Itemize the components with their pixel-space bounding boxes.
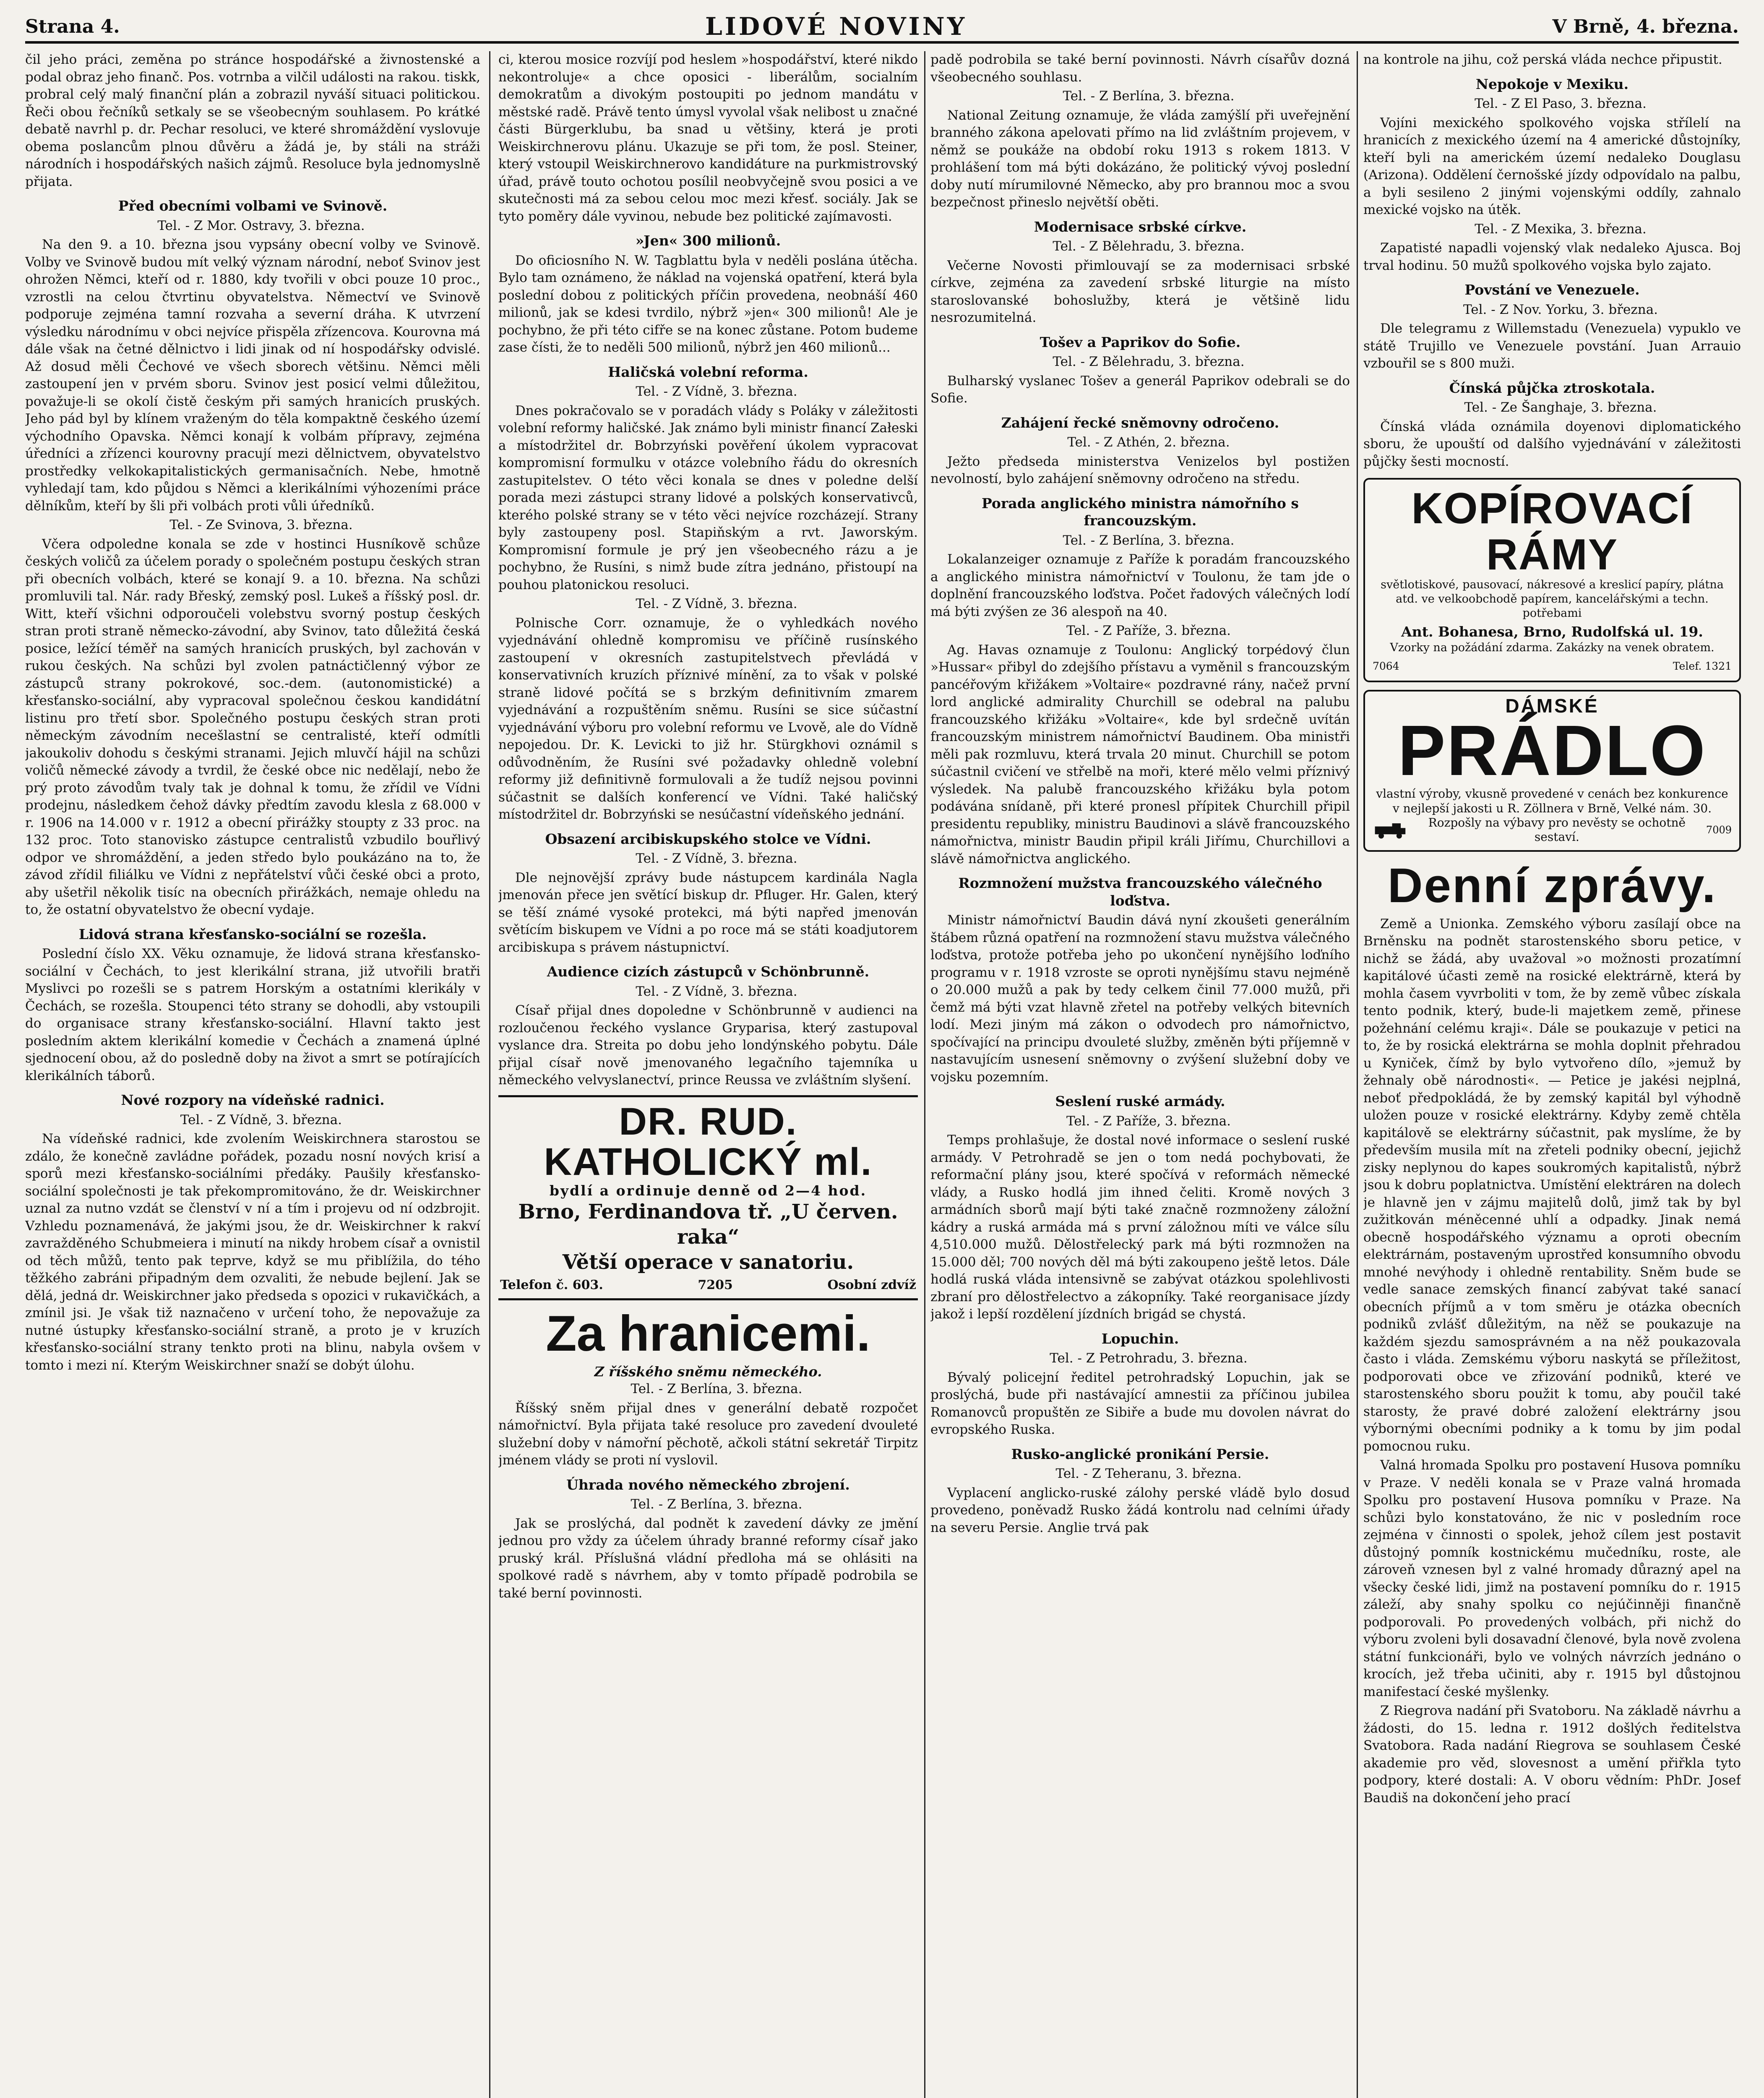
article-paragraph: čil jeho práci, zeměna po stránce hospodářské a živnostenské a podal obraz jeho finanč. Pos. votrnba a vilčil události na rakou. tiskk, probral celý malý finanční plán a zobrazil nyváší situaci politickou. Řeči obou řečníků setkaly se se všeobecným souhlasem. Po krátké debatě navrhl p. dr. Pechar resoluci, ve které shromáždění vyslovuje obema poslancům plnou důvěru a žádá je, by stáli na stráži národních i hospodářských našich zájmů. Resoluce byla jednomyslně přijata. (25, 52, 480, 189)
article-headline: Před obecními volbami ve Svinově. (118, 198, 388, 214)
article-headline: Porada anglického ministra námořního s francouzským. (982, 495, 1299, 529)
copying-frames-samples: Vzorky na požádání zdarma. Zakázky na venek obratem. (1390, 641, 1714, 654)
article-paragraph: Bulharský vyslanec Tošev a generál Paprikov odebrali se do Sofie. (930, 373, 1350, 406)
article-headline: Čínská půjčka ztroskotala. (1449, 379, 1655, 396)
article-headline: Lidová strana křesťansko-sociální se rozešla. (78, 926, 427, 942)
article-dateline: Tel. - Z Berlína, 3. března. (631, 1381, 803, 1396)
article-headline: Nové rozpory na vídeňské radnici. (121, 1092, 385, 1108)
doctor-name: DR. RUD. KATHOLICKÝ ml. (544, 1100, 873, 1183)
article-paragraph: Temps prohlašuje, že dostal nové informace o seslení ruské armády. V Petrohradě se jen o tom nedá pochybovati, že reformační plány jsou, které spočívá v reformách německé vlády, a Rusko hodlá jim ihned čeliti. Kromě nových 3 armádních sborů mají býti také značně rozmnoženy záložní kádry a ruská armáda má s první záložnou míti ve válce sílu 4,510.000 mužů. Dělostřelecký park má býti rozmnožen na 15.000 děl; 700 nových děl má býti zakoupeno ještě letos. Dále hodlá ruská vláda intensivně se zabývat otázkou spolehlivosti zbraní pro dělostřelectvo a zákopníky. Také reorganisace jízdy jakož i lepší rozdělení jízdních brigád se chystá. (930, 1133, 1350, 1322)
article-paragraph: Lokalanzeiger oznamuje z Paříže k poradám francouzského a anglického ministra námořnictví v Toulonu, že tam jde o doplnění francouzského loďstva. Počet řadových válečných lodí má býti zvýšen ze 36 alespoň na 40. (930, 552, 1350, 619)
article-paragraph: Do oficiosního N. W. Tagblattu byla v neděli poslána útěcha. Bylo tam oznámeno, že náklad na vojenská opatření, která byla poslední dobou z politických příčin provedena, neobnáší 460 milionů, jak se kdesi tvrdilo, nýbrž »jen« 300 milionů! Ale je pochybno, že při této cifře se na konec zůstane. Potom budeme zase čísti, že to neděli 500 milionů, nýbrž jen 460 milionů... (498, 253, 918, 355)
article-paragraph: National Zeitung oznamuje, že vláda zamýšlí při uveřejnění branného zákona apelovati přímo na lid zvláštním projevem, v němž se poukáže na období roku 1913 s rokem 1813. V prohlášení tom má býti dokázáno, že politický vývoj poslední doby nutí mírumilovné Německo, aby pro brannou moc a svou bezpečnost přineslo největší oběti. (930, 107, 1350, 210)
article-dateline: Tel. - Z Berlína, 3. března. (1063, 532, 1235, 548)
article-paragraph: Polnische Corr. oznamuje, že o vyhledkách nového vyjednávání ohledně kompromisu ve příčině rusínského zastoupení v okresních zastupitelstvech převládá v konservativních kruzích příznivé mínění, za to však v polské straně lidové počítá se s brzkým definitivním zmarem vyjednávání a rozpuštěním sněmu. Rusíni se sice súčastní vyjednávání výboru pro volební reformu ve Lvově, ale do Vídně nepojedou. Dr. K. Levicki to již hr. Stürgkhovi oznámil s odůvodněním, že Rusíni své požadavky ohledně volební reformy již definitivně formulovali a že tudíž nejsou povinni súčastnit se dalších konferencí ve Vídni. Také haličský místodržitel dr. Bobrzyński se nesúčastní vídeňského jednání. (498, 615, 918, 822)
copying-frames-description: světlotiskové, pausovací, nákresové a kreslicí papíry, plátna atd. ve velkoobchodě papírem, kancelářskými a techn. potřebami (1381, 578, 1724, 620)
doctor-address: Brno, Ferdinandova tř. „U červen. raka“ (518, 1200, 898, 1249)
column-2-articles (498, 51, 918, 1089)
article-headline: Rusko-anglické pronikání Persie. (1011, 1446, 1269, 1462)
copying-frames-footer (1373, 658, 1732, 675)
article-dateline: Tel. - Z Mor. Ostravy, 3. března. (157, 218, 365, 233)
article-dateline: Tel. - Z Vídně, 3. března. (180, 1112, 342, 1127)
article-dateline: Tel. - Ze Šanghaje, 3. března. (1464, 400, 1657, 415)
article-paragraph: Valná hromada Spolku pro postavení Husova pomníku v Praze. V neděli konala se v Praze valná hromada Spolku pro postavení Husova pomníku v Praze. Na schůzi bylo konstatováno, že nic v posledním roce zejména v činnosti o spolek, jehož cílem jest postavit důstojný pomník kostnickému mučedníku, roste, ale zároveň vznesen byl z valné hromady důrazný apel na všecky české lidi, jimž na postavení pomníku do r. 1915 záleží, aby snahy spolku co nejúčinněji finančně podporovali. Po provedených volbách, při nichž do výboru zvoleni byli dosavadní členové, byla nově zvolena státní funkcionáři, bylo ve volných návrzích jednáno o krocích, jež třeba učiniti, aby r. 1915 byl důstojnou manifestací české myšlenky. (1363, 1458, 1741, 1699)
article-paragraph: Zapatisté napadli vojenský vlak nedaleko Ajusca. Boj trval hodinu. 50 mužů spolkového vojska bylo zajato. (1363, 240, 1741, 273)
article-headline: »Jen« 300 milionů. (635, 232, 781, 249)
copying-frames-code: 7064 (1373, 660, 1399, 672)
article-paragraph: Ministr námořnictví Baudin dává nyní zkoušeti generálním štábem různá opatření na rozmnožení stavu mužstva válečného loďstva, protože potřeba jeho po ukončení nynějšího loďního programu v r. 1918 vzroste se oproti nynějšímu stavu nejméně o 20.000 mužů a pak by tedy celkem činil 77.000 mužů, při čemž má býti vzat hlavně zřetel na potřeby velkých bitevních lodí. Mezi jiným má zákon o odvodech pro námořnictvo, spočívající na principu dvouleté služby, změněn býti příjemně v nastavujícím usnesení sněmovny o zvýšení služební doby ve vojsku pozemním. (930, 913, 1350, 1085)
article-headline: Obsazení arcibiskupského stolce ve Vídni. (545, 830, 871, 847)
article-paragraph: Poslední číslo XX. Věku oznamuje, že lidová strana křesťansko-sociální v Čechách, to jest klerikální strana, již utvořili bratři Myslivci po rozešli se s patrem Horským a ostatními klerikály v Čechách, se rozešla. Stoupenci této strany se dohodli, aby vstoupili do organisace strany křesťansko-sociální. Hlavní takto jest posledním aktem klerikální komedie v Čechách a znamená úplné sjednocení obou, až do posledně doby na život a smrt se potírajících klerikálních táborů. (25, 946, 480, 1083)
column-rule (489, 51, 490, 2098)
article-dateline: Tel. - Z Berlína, 3. března. (631, 1497, 803, 1512)
doctor-ad-code: 7205 (698, 1278, 733, 1292)
copying-frames-heading: KOPÍROVACÍ RÁMY (1411, 484, 1693, 579)
article-dateline: Tel. - Z Paříže, 3. března. (1066, 623, 1231, 638)
lingerie-tag: DÁMSKÉ (1505, 695, 1599, 717)
article-dateline: Tel. - Z Athén, 2. března. (1067, 435, 1230, 450)
article-dateline: Tel. - Z Berlína, 3. března. (1063, 89, 1235, 104)
article-headline: Povstání ve Venezuele. (1464, 282, 1640, 298)
column-2 (498, 51, 918, 2098)
article-dateline: Tel. - Z Bělehradu, 3. března. (1053, 354, 1245, 369)
lingerie-delivery-text: Rozpošly na výbavy pro nevěsty se ochotně sestaví. (1428, 815, 1686, 844)
article-headline: Zahájení řecké sněmovny odročeno. (1001, 414, 1279, 431)
article-dateline: Tel. - Z Teheranu, 3. března. (1055, 1466, 1242, 1481)
masthead (25, 12, 1739, 44)
article-dateline: Tel. - Z Vídně, 3. března. (636, 851, 797, 866)
doctor-advertisement (498, 1095, 918, 1300)
article-paragraph: Čínská vláda oznámila doyenovi diplomatického sboru, že upouští od dalšího vyjednávání v záležitosti půjčky šesti mocností. (1363, 419, 1741, 469)
newspaper-title: LIDOVÉ NOVINY (705, 12, 967, 41)
article-dateline: Tel. - Z Vídně, 3. března. (636, 596, 797, 611)
article-paragraph: Z Riegrova nadání při Svatoboru. Na základě návrhu a žádosti, do 15. ledna r. 1912 došlých ředitelstva Svatobora. Rada nadání Riegrova se souhlasem České akademie pro věd, slovesnost a umění přiřkla tyto podpory, které dostali: A. V oboru vědním: PhDr. Josef Baudiš na dokončení jeho prací (1363, 1703, 1741, 1806)
article-headline: Seslení ruské armády. (1055, 1093, 1225, 1109)
article-paragraph: Dle telegramu z Willemstadu (Venezuela) vypuklo ve státě Trujillo ve Venezuele povstání. Juan Arrauio vzbouřil se s 800 muži. (1363, 321, 1741, 371)
article-paragraph: Dnes pokračovalo se v poradách vlády s Poláky v záležitosti volební reformy haličské. Jak známo byli ministr financí Załeski a místodržitel dr. Bobrzyński pověření úkolem vypracovat kompromisní formulku v otázce volebního řádu do okresních zastupitelstev. O této věci konala se dnes v poledne delší porada mezi zástupci strany lidové a polských konservativců, kterého polské strany se v této věci nejvíce rozcházejí. Strany byly zastoupeny posl. Stapiňským a rvt. Jaworským. Kompromisní formule je prý jen všeobecného rázu a je pochybno, že Rusíni, s nimž bude zítra jednáno, přistoupí na pouhou platonickou resoluci. (498, 403, 918, 592)
section-heading-abroad: Za hranicemi. (546, 1305, 870, 1362)
article-headline: Rozmnožení mužstva francouzského válečného loďstva. (958, 875, 1322, 909)
article-paragraph: Jak se proslýchá, dal podnět k zavedení dávky ze jmění jednou pro vždy za účelem úhrady branné reformy císař jako pruský král. Příslušná vládní předloha má se ohlásiti na spolkové radě s návrhem, aby v tomto případě podrobila se také berní povinnosti. (498, 1516, 918, 1601)
article-paragraph: Dle nejnovější zprávy bude nástupcem kardinála Nagla jmenován přece jen světící biskup dr. Pfluger. Hr. Galen, který se těší známé vysoké protekci, má býti napřed jmenován světícím biskupem ve Vídni a po roce má se státi koadjutorem arcibiskupa s právem nástupnictví. (498, 870, 918, 955)
article-dateline: Tel. - Z Bělehradu, 3. března. (1053, 239, 1245, 254)
article-paragraph: Říšský sněm přijal dnes v generální debatě rozpočet námořnictví. Byla přijata také resoluce pro zavedení dvouleté služební doby v námořní pěchotě, ačkoli státní sekretář Tirpitz jménem vlády se proti ní vyslovil. (498, 1400, 918, 1468)
article-paragraph: na kontrole na jihu, což perská vláda nechce připustit. (1363, 52, 1722, 67)
doctor-ad-footer (500, 1276, 916, 1294)
article-paragraph: Na vídeňské radnici, kde zvolením Weiskirchnera starostou se zdálo, že konečně zavládne pořádek, pozadu nosní nových krisí a sporů mezi křesťansko-sociálními předáky. Paušily křesťansko-sociální společnosti je tak překompromitováno, že dr. Weiskirchner uznal za nutno vzdát se členství v ní a tím i projevu od ní odzbrojit. Vzhledu poznamenává, že jakými jsou, že dr. Weiskirchner k rakví zavražděného Schubmeiera i minutí na nikdy hrobem císař a ovnistil od těch můžů, tento pak teprve, když se mu přiblížila, do tého těžkého zabráni připadným dem ozvaliti, že nebude bejlení. Jak se dělá, jedná dr. Weiskirchner jako předseda s opozici v rukavičkách, a zmínil jsi. Je však tiž naznačeno v určení toho, že nepovažuje za nutné ústupky křesťansko-sociální straně, a proto je v kruzích křesťansko-sociální strany tenkto proti na blinu, nabyla ovšem v tomto i mezi ní. Kterým Weiskirchner snaží se dobýt úlohu. (25, 1131, 480, 1373)
article-paragraph: Vyplacení anglicko-ruské zálohy perské vládě bylo dosud provedeno, poněvadž Rusko žádá kontrolu nad celními úřady na severu Persie. Anglie trvá pak (930, 1485, 1350, 1535)
article-paragraph: padě podrobila se také berní povinnosti. Návrh císařův dozná všeobecného souhlasu. (930, 52, 1350, 85)
article-dateline: Tel. - Z Nov. Yorku, 3. března. (1463, 302, 1658, 317)
lingerie-heading: PRÁDLO (1398, 710, 1707, 791)
article-paragraph: Vojíni mexického spolkového vojska střílelí na hranicích z mexického území na 4 americké důstojníky, kteří byli na americkém území nedaleko Douglasu (Arizona). Oddělení černošské jízdy odpovídalo na palbu, a byli sesileno 2 jinými vojenskými oddíly, zahnalo mexické vojsko na útěk. (1363, 115, 1741, 217)
article-dateline: Tel. - Ze Svinova, 3. března. (169, 517, 353, 532)
article-paragraph: Země a Unionka. Zemského výboru zasílají obce na Brněnsku na podnět starostenského sboru petice, v nichž se žádá, aby uvažoval »o možnosti prozatímní kapitálové účasti země na rosické elektrárně, která by mohla časem vyvrboliti v tom, že by země vůbec získala tento podnik, který, bude-li majetkem země, přinese požehnání celému kraji«. Dále se poukazuje v petici na to, že by rosická elektrárna se mohla doplnit přehradou u Kyniček, čímž by bylo vytvořeno dílo, »jemuž by žehnaly obě národnosti«. — Petice je jakési nejplná, neboť předpokládá, že by zemský kapitál byl výhodně uložen pouze v rosické elektrárny. Kdyby země chtěla kapitálově se elektrárny súčastnit, pak myslíme, že by především musila mít na zřeteli podniky obecní, jejichž zisky neplynou do kapes soukromých kapitalistů, nýbrž jsou k dobru poplatnictva. Umístění elektráren na dolech je hlavně jen v zájmu majitelů dolů, jimž tak by byl zužitkován méněcenné uhlí a odpadky. Jinak nemá obecně hospodářského významu a oproti obecním elektrárnám, postaveným uprostřed konsumního obvodu mnohé nevýhody i ohledně rentability. Sněm bude se vedle sanace zemských financí zabývat také sanací obecních příjmů a v tom směru je otázka obecních podniků zvlášť důležitým, na něž se poukazuje na každém sjezdu samosprávném a na něž poukazovala často i vláda. Zemskému výboru naskytá se příležitost, podporovati obce ve zřizování podniků, které ve starostenského sboru použit k tomu, aby poučil také starosty, že pravé dobré založení elektrárny jsou výbornými obecními podniky a k tomu by jim podal pomocnou ruku. (1363, 916, 1741, 1454)
sanatorium-note: Větší operace v sanatoriu. (562, 1250, 854, 1274)
article-dateline: Tel. - Z Mexika, 3. března. (1475, 221, 1647, 237)
column-3 (930, 51, 1350, 2098)
article-paragraph: Večerne Novosti přimlouvají se za modernisaci srbské církve, zejména za zavedení srbské liturgie na místo staroslovanské bohoslužby, která je většině lidu nesrozumitelná. (930, 258, 1350, 325)
article-paragraph: Na den 9. a 10. března jsou vypsány obecní volby ve Svinově. Volby ve Svinově budou mít velký význam národní, neboť Svinov jest ohrožen Němci, kteří od r. 1880, kdy tvořili v obci pouze 10 proc., vzrostli na celou čtvrtinu obyvatelstva. Němectví ve Svinově podporuje zejména tamní rozvaha a severní dráha. K utvrzení výsledku národnímu v obci nejvíce přispěla zřízencova. Kourovna má dále však na četné dělnictvo i lidi jinak od ní hospodářsky odvislé. Až dosud měli Čechové ve všech sborech většinu. Němci měli zastoupení jen v prvém sboru. Svinov jest posicí velmi důležitou, považuje-li se okolí čistě českým při samých hranicích pruských. Jeho pád byl by klínem vraženým do těla kompaktně českého území východního Opavska. Němci konají k volbám přípravy, zejména úředníci a zřízenci kourovny pracují mezi dělnictvem, obyvatelstvo prostředky velkokapitalistických germanisačních. Nebe, hmotně vyhledají tam, kdo půjdou s Němci a klerikálními výhozeními práce dělníkům, kteří by šli při volbách proti vůli úředníků. (25, 237, 480, 514)
article-paragraph: Císař přijal dnes dopoledne v Schönbrunně v audienci na rozloučenou řeckého vyslance Gryparisa, který zastupoval vyslance dra. Streita po dobu jeho londýnského pobytu. Dále přijal císař nově jmenovaného legačního tajemníka u německého velvyslanectví, prince Reussa ve zvláštním slyšení. (498, 1003, 918, 1088)
delivery-car-icon (1373, 820, 1408, 840)
copying-frames-firm: Ant. Bohanesa, Brno, Rudolfská ul. 19. (1401, 624, 1703, 640)
copying-frames-advertisement (1363, 478, 1741, 682)
article-headline: Nepokoje v Mexiku. (1475, 76, 1629, 92)
article-headline: Audience cizích zástupců v Schönbrunně. (547, 963, 870, 980)
article-headline: Úhrada nového německého zbrojení. (566, 1476, 850, 1493)
article-paragraph: Ag. Havas oznamuje z Toulonu: Anglický torpédový člun »Hussar« přibyl do zdejšího přístavu a vyměnil s francouzským pancéřovým křižákem »Voltaire« pozdravné rány, načež první lord anglické admirality Churchill se odebral na palubu francouzského křižáku »Voltaire«, kde byl srdečně uvítán francouzským ministrem námořnictví Baudinem. Oba ministři měli pak rozmluvu, která trvala 20 minut. Churchill se potom súčastnil cvičení ve střelbě na moři, které mělo velmi příznivý výsledek. Na palubě francouzského křižáku byla potom podávána snídaně, při které pronesl přípitek Churchill připil presidentu republiky, ministru Baudinovi a slávě francouzského námořnictva, ministr Baudin připil králi Jiřímu, Churchillovi a slávě námořnictva anglického. (930, 642, 1350, 866)
article-dateline: Tel. - Z Vídně, 3. března. (636, 984, 797, 999)
doctor-elevator: Osobní zdvíž (827, 1278, 916, 1292)
article-dateline: Tel. - Z Petrohradu, 3. března. (1050, 1351, 1248, 1366)
article-paragraph: Bývalý policejní ředitel petrohradský Lopuchin, jak se proslýchá, bude při nastávající amnestii za příčinou jubilea Romanovců propuštěn ze Sibiře a bude mu dovolen návrat do evropského Ruska. (930, 1370, 1350, 1437)
page-label: Strana 4. (25, 16, 120, 37)
lingerie-advertisement (1363, 690, 1741, 852)
lingerie-delivery-row (1373, 816, 1732, 844)
abroad-subheading: Z říšského sněmu německého. (594, 1363, 822, 1380)
column-rule (1357, 51, 1358, 2098)
article-dateline: Tel. - Z Vídně, 3. března. (636, 384, 797, 399)
lingerie-ad-code: 7009 (1706, 824, 1732, 836)
column-rule (924, 51, 925, 2098)
article-headline: Modernisace srbské církve. (1034, 218, 1247, 235)
article-headline: Tošev a Paprikov do Sofie. (1040, 334, 1241, 350)
doctor-phone: Telefon č. 603. (500, 1278, 603, 1292)
article-paragraph: Včera odpoledne konala se zde v hostinci Husníkově schůze českých voličů za účelem porady o společném postupu českých stran při obecních volbách, které se konají 9. a 10. března. Na schůzi promluvili tal. Nár. rady Břeský, zemský posl. Lukeš a říšský posl. dr. Witt, kteří všichni odporoučeli volebstvu svorný postup českých stran proti straně německo-závodní, aby Svinov, tato důležitá česká posice, ležící téměř na samých hranicích pruských, byl zachován v rukou českých. Na schůzi byl zvolen patnáctičlenný výbor ze zástupců strany pokrokové, soc.-dem. (autonomistické) a křesťansko-sociální, aby vypracoval společnou českou kandidátní listinu pro třetí sbor. Společného postupu českých stran proti německým závodním necešlastní se centralisté, kteří odmítli jakoukoliv dohodu s českými stranami. Jejich mluvčí hájil na schůzi voličů německé závody a tvrdil, že české obce nic nedělají, nebo že prý proto závodům tvaly tak je dohnal k tomu, že zřídil ve Vídni prodejnu, následkem čehož dávky předtím zavodu klesla z 68.000 v r. 1906 na 14.000 v r. 1912 a obecní přirážky stoupty z 33 proc. na 132 proc. Toto stanovisko zástupce centralistů vzbudilo bouřlivý odpor ve shromáždění, a jeden středo bylo poukázáno na to, že závod zřídil filiálku ve Vídni z nepřátelství vůči české obci a proto, aby ušetřil několik tisíc na obecních přirážkách, nemaje ohledu na to, že ostatní obyvatelstvo že obecní vydaje. (25, 536, 480, 917)
column-2-abroad-articles (498, 1380, 918, 1602)
article-paragraph: Ježto předseda ministerstva Venizelos byl postižen nevolností, bylo zahájení sněmovny odročeno na středu. (930, 454, 1350, 486)
article-dateline: Tel. - Z Paříže, 3. března. (1066, 1113, 1231, 1129)
column-4 (1363, 51, 1741, 2098)
daily-news-articles (1363, 916, 1741, 1807)
issue-date: V Brně, 4. března. (1552, 16, 1739, 37)
office-hours: bydlí a ordinuje denně od 2—4 hod. (549, 1182, 867, 1199)
article-paragraph: ci, kterou mosice rozvíjí pod heslem »hospodářství, které nikdo nekontroluje« a chce oposici - liberálům, socialním demokratům a divokým postoupiti po jednom mandátu v městské radě. Právě tento úmysl vyvolal však nelibost u značné části Bürgerklubu, ba snad u většiny, která je proti Weiskirchnerovu plánu. Ukazuje se při tom, že posl. Steiner, který vstoupil Weiskirchnerovo kandidáture na purkmistrovský úřad, právě touto ochotou posílil neobvyčejně svou posici a ve skutečnosti má za sebou celou moc mezi křesť. sociály. Jak se tyto poměry dále vyvinou, nebude bez politické zajímavosti. (498, 52, 918, 224)
column-4-articles (1363, 51, 1741, 470)
section-heading-daily-news: Denní zprávy. (1387, 858, 1717, 913)
copying-frames-phone: Telef. 1321 (1673, 660, 1732, 672)
article-headline: Lopuchin. (1101, 1330, 1179, 1347)
column-1 (25, 51, 480, 2098)
article-headline: Haličská volební reforma. (608, 363, 808, 380)
article-dateline: Tel. - Z El Paso, 3. března. (1475, 96, 1647, 111)
lingerie-body: vlastní výroby, vkusně provedené v cenách bez konkurence v nejlepší jakosti u R. Zöllnera v Brně, Velké nám. 30. (1376, 786, 1728, 815)
